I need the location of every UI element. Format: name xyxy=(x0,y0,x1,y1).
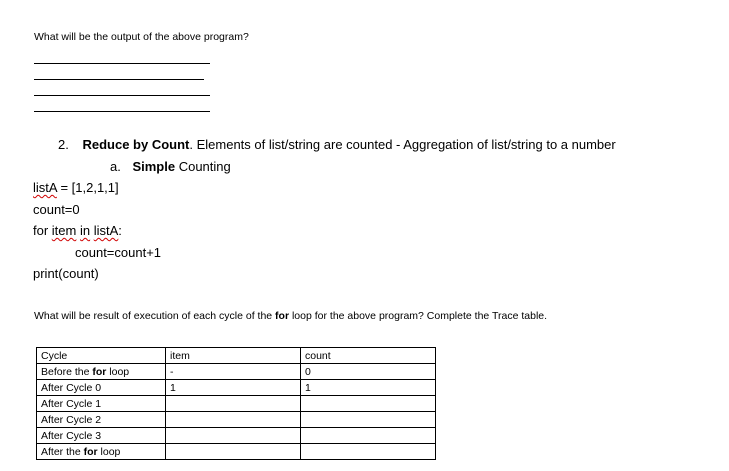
item-cell[interactable]: 1 xyxy=(166,380,301,396)
item-cell[interactable] xyxy=(166,412,301,428)
question-trace xyxy=(34,310,547,322)
subsection-title-rest: Counting xyxy=(175,159,231,174)
question-trace-suffix: loop for the above program? Complete the Trace table. xyxy=(289,310,548,322)
code-var-lista: listA xyxy=(33,180,57,195)
count-cell[interactable]: 0 xyxy=(301,364,436,380)
header-item: item xyxy=(166,348,301,364)
answer-line xyxy=(34,95,210,96)
section-heading xyxy=(58,137,616,152)
code-item-var: item xyxy=(51,223,77,238)
section-title-rest: . Elements of list/string are counted - Aggregation of list/string to a number xyxy=(189,137,616,152)
cycle-cell xyxy=(37,364,166,380)
cycle-label-bold: for xyxy=(92,365,107,378)
header-count: count xyxy=(301,348,436,364)
answer-line xyxy=(34,111,210,112)
count-cell[interactable] xyxy=(301,444,436,460)
answer-line xyxy=(34,63,210,64)
trace-table xyxy=(36,347,436,460)
subsection-heading xyxy=(110,159,231,174)
subsection-title-bold: Simple xyxy=(132,159,176,174)
cycle-label-prefix: After the xyxy=(41,445,84,458)
cycle-cell: After Cycle 2 xyxy=(37,412,166,428)
table-row xyxy=(37,364,436,380)
cycle-label-suffix: loop xyxy=(97,445,121,458)
question-trace-bold: for xyxy=(275,310,290,322)
code-line-1 xyxy=(33,180,119,195)
code-line-2: count=0 xyxy=(33,202,80,217)
code-line-5: print(count) xyxy=(33,266,99,281)
table-header-row xyxy=(37,348,436,364)
subsection-letter: a. xyxy=(110,159,121,174)
count-cell[interactable]: 1 xyxy=(301,380,436,396)
table-row xyxy=(37,412,436,428)
cycle-label-bold: for xyxy=(83,445,98,458)
code-line-3 xyxy=(33,223,122,238)
code-assign: = [1,2,1,1] xyxy=(56,180,119,195)
code-in-keyword: in xyxy=(79,223,91,238)
cycle-cell: After Cycle 1 xyxy=(37,396,166,412)
header-cycle: Cycle xyxy=(37,348,166,364)
code-for-keyword: for xyxy=(33,223,49,238)
question-trace-prefix: What will be result of execution of each cycle of the xyxy=(34,310,276,322)
count-cell[interactable] xyxy=(301,396,436,412)
item-cell[interactable] xyxy=(166,428,301,444)
question-output: What will be the output of the above program? xyxy=(34,31,249,43)
count-cell[interactable] xyxy=(301,412,436,428)
code-list-var: listA xyxy=(93,223,119,238)
cycle-cell: After Cycle 3 xyxy=(37,428,166,444)
code-colon: : xyxy=(118,223,122,238)
table-row xyxy=(37,380,436,396)
answer-line xyxy=(34,79,204,80)
section-title-bold: Reduce by Count xyxy=(82,137,190,152)
code-line-4: count=count+1 xyxy=(75,245,162,260)
table-row xyxy=(37,396,436,412)
table-row xyxy=(37,444,436,460)
table-row xyxy=(37,428,436,444)
item-cell[interactable]: - xyxy=(166,364,301,380)
cycle-cell: After Cycle 0 xyxy=(37,380,166,396)
cycle-label-prefix: Before the xyxy=(41,365,93,378)
item-cell[interactable] xyxy=(166,396,301,412)
cycle-label-suffix: loop xyxy=(106,365,130,378)
count-cell[interactable] xyxy=(301,428,436,444)
item-cell[interactable] xyxy=(166,444,301,460)
cycle-cell xyxy=(37,444,166,460)
section-number: 2. xyxy=(58,137,69,152)
